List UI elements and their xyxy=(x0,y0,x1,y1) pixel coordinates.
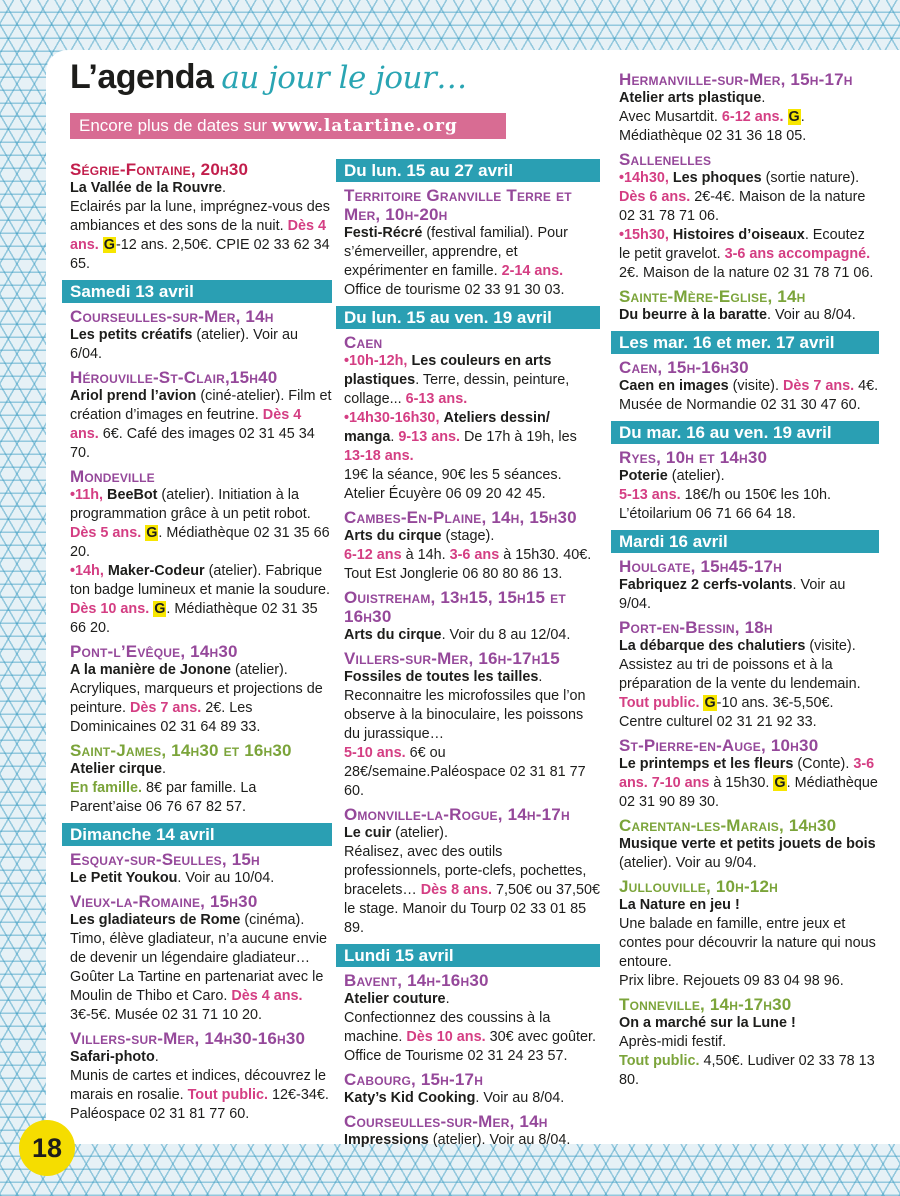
event-location: Ségrie-Fontaine, 20h30 xyxy=(70,160,249,179)
event-description: La débarque des chalutiers (visite). Assistez au tri de poissons et à la préparation de la vente du lendemain. Tout public. G-10 ans. 3€-5,50€. Centre culturel 02 31 21 92 33. xyxy=(619,638,861,730)
event-description: Le Petit Youkou. Voir au 10/04. xyxy=(70,870,275,886)
event-description: Musique verte et petits jouets de bois (atelier). Voir au 9/04. xyxy=(619,836,876,871)
event-description: Safari-photo. xyxy=(70,1049,159,1065)
event-description: Une balade en famille, entre jeux et contes pour découvrir la nature qui nous entoure. xyxy=(619,916,876,970)
event-entry xyxy=(619,150,879,283)
event-entry xyxy=(619,70,879,146)
event-location: Omonville-la-Rogue, 14h-17h xyxy=(344,805,570,824)
column-2 xyxy=(344,153,600,1150)
event-location: Houlgate, 15h45-17h xyxy=(619,557,783,576)
event-location: Caen, 15h-16h30 xyxy=(619,358,749,377)
event-description: La Nature en jeu ! xyxy=(619,897,740,913)
free-badge: G xyxy=(146,525,158,541)
event-description: Atelier arts plastique. xyxy=(619,90,766,106)
event-description: Tout public. 4,50€. Ludiver 02 33 78 13 80. xyxy=(619,1053,875,1088)
event-description: Confectionnez des coussins à la machine. Dès 10 ans. 30€ avec goûter. Office de Tourisme 02 31 24 23 57. xyxy=(344,1010,597,1064)
date-banner: Samedi 13 avril xyxy=(62,280,332,303)
event-location: Cambes-En-Plaine, 14h, 15h30 xyxy=(344,508,577,527)
event-entry xyxy=(70,850,332,888)
event-entry xyxy=(344,971,600,1066)
event-entry xyxy=(70,160,332,274)
event-entry xyxy=(344,333,600,504)
event-location: Bavent, 14h-16h30 xyxy=(344,971,489,990)
event-location: Sallenelles xyxy=(619,150,712,169)
event-entry xyxy=(344,649,600,801)
event-entry xyxy=(344,186,600,300)
event-entry xyxy=(619,448,879,524)
event-entry xyxy=(619,995,879,1090)
event-location: Hermanville-sur-Mer, 15h-17h xyxy=(619,70,853,89)
event-entry xyxy=(344,805,600,938)
event-location: Port-en-Bessin, 18h xyxy=(619,618,773,637)
event-description: •15h30, Histoires d’oiseaux. Ecoutez le petit gravelot. 3-6 ans accompagné. 2€. Maison de la nature 02 31 78 71 06. xyxy=(619,227,874,281)
event-entry xyxy=(619,287,879,325)
event-description: Reconnaitre les microfossiles que l’on observe à la binoculaire, les poissons du jurassique… xyxy=(344,688,586,742)
event-location: Mondeville xyxy=(70,467,155,486)
date-banner: Lundi 15 avril xyxy=(336,944,600,967)
event-description: Poterie (atelier). xyxy=(619,468,725,484)
event-location: Sainte-Mère-Eglise, 14h xyxy=(619,287,806,306)
event-location: Caen xyxy=(344,333,383,352)
event-description: •14h30, Les phoques (sortie nature). Dès 6 ans. 2€-4€. Maison de la nature 02 31 78 71 06. xyxy=(619,170,866,224)
event-description: Arts du cirque (stage). xyxy=(344,528,495,544)
column-1 xyxy=(70,156,332,1124)
event-description: La Vallée de la Rouvre. xyxy=(70,180,226,196)
event-description: A la manière de Jonone (atelier). Acryliques, marqueurs et projections de peinture. Dès 7 ans. 2€. Les Dominicaines 02 31 64 89 33. xyxy=(70,662,323,735)
event-description: Caen en images (visite). Dès 7 ans. 4€. Musée de Normandie 02 31 30 47 60. xyxy=(619,378,879,413)
event-location: Courseulles-sur-Mer, 14h xyxy=(70,307,274,326)
event-description: Les petits créatifs (atelier). Voir au 6/04. xyxy=(70,327,298,362)
event-entry xyxy=(70,892,332,1025)
event-description: 5-10 ans. 6€ ou 28€/semaine.Paléospace 02 31 81 77 60. xyxy=(344,745,586,799)
event-description: Réalisez, avec des outils professionnels, porte-clefs, pochettes, bracelets… Dès 8 ans. 7,50€ ou 37,50€ le stage. Manoir du Tourp 02 33 01 85 89. xyxy=(344,844,601,936)
event-description: Eclairés par la lune, imprégnez-vous des ambiances et des sons de la nuit. Dès 4 ans. G-12 ans. 2,50€. CPIE 02 33 62 34 65. xyxy=(70,199,330,272)
event-entry xyxy=(619,877,879,991)
event-description: 19€ la séance, 90€ les 5 séances. Atelier Écuyère 06 09 20 42 45. xyxy=(344,467,562,502)
event-location: Vieux-la-Romaine, 15h30 xyxy=(70,892,258,911)
event-description: Atelier cirque. xyxy=(70,761,166,777)
page-number: 18 xyxy=(19,1120,75,1176)
event-description: Fossiles de toutes les tailles. xyxy=(344,669,543,685)
event-description: 6-12 ans à 14h. 3-6 ans à 15h30. 40€. Tout Est Jonglerie 06 80 80 86 13. xyxy=(344,547,592,582)
event-entry xyxy=(70,1029,332,1124)
event-description: Katy’s Kid Cooking. Voir au 8/04. xyxy=(344,1090,565,1106)
date-banner: Du mar. 16 au ven. 19 avril xyxy=(611,421,879,444)
event-description: Prix libre. Rejouets 09 83 04 98 96. xyxy=(619,973,844,989)
event-location: Saint-James, 14h30 et 16h30 xyxy=(70,741,292,760)
event-description: Après-midi festif. xyxy=(619,1034,727,1050)
event-description: En famille. 8€ par famille. La Parent’aise 06 76 67 82 57. xyxy=(70,780,257,815)
event-description: •14h30-16h30, Ateliers dessin/ manga. 9-13 ans. De 17h à 19h, les 13-18 ans. xyxy=(344,410,577,464)
promo-banner: Encore plus de dates sur www.latartine.org xyxy=(70,113,506,139)
event-entry xyxy=(619,557,879,614)
website-link[interactable]: www.latartine.org xyxy=(271,116,458,136)
event-location: Ryes, 10h et 14h30 xyxy=(619,448,768,467)
event-description: Ariol prend l’avion (ciné-atelier). Film et création d’images en feutrine. Dès 4 ans. 6€. Café des images 02 31 45 34 70. xyxy=(70,388,332,461)
event-location: Villers-sur-Mer, 14h30-16h30 xyxy=(70,1029,306,1048)
event-description: 5-13 ans. 18€/h ou 150€ les 10h. L’étoilarium 06 71 66 64 18. xyxy=(619,487,832,522)
free-badge: G xyxy=(788,109,800,125)
free-badge: G xyxy=(103,237,115,253)
event-entry xyxy=(619,816,879,873)
event-entry xyxy=(344,508,600,584)
event-location: Ouistreham, 13h15, 15h15 et 16h30 xyxy=(344,588,566,626)
event-description: Munis de cartes et indices, découvrez le marais en rosalie. Tout public. 12€-34€. Paléospace 02 31 81 77 60. xyxy=(70,1068,329,1122)
event-description: On a marché sur la Lune ! xyxy=(619,1015,796,1031)
event-entry xyxy=(70,642,332,737)
event-location: Jullouville, 10h-12h xyxy=(619,877,779,896)
free-badge: G xyxy=(704,695,716,711)
event-entry xyxy=(344,588,600,645)
event-description: Festi-Récré (festival familial). Pour s’émerveiller, apprendre, et expérimenter en famille. 2-14 ans. Office de tourisme 02 33 91 30 03. xyxy=(344,225,568,298)
date-banner: Mardi 16 avril xyxy=(611,530,879,553)
date-banner: Du lun. 15 au ven. 19 avril xyxy=(336,306,600,329)
event-entry xyxy=(619,736,879,812)
event-entry xyxy=(619,358,879,415)
event-entry xyxy=(619,618,879,732)
event-location: Esquay-sur-Seulles, 15h xyxy=(70,850,260,869)
event-location: Carentan-les-Marais, 14h30 xyxy=(619,816,837,835)
event-entry xyxy=(344,1070,600,1108)
event-location: Tonneville, 14h-17h30 xyxy=(619,995,792,1014)
event-entry xyxy=(70,741,332,817)
event-location: Courseulles-sur-Mer, 14h xyxy=(344,1112,548,1131)
date-banner: Dimanche 14 avril xyxy=(62,823,332,846)
event-description: Impressions (atelier). Voir au 8/04. xyxy=(344,1132,571,1148)
event-entry xyxy=(344,1112,600,1150)
event-entry xyxy=(70,307,332,364)
event-description: Arts du cirque. Voir du 8 au 12/04. xyxy=(344,627,571,643)
event-entry xyxy=(70,368,332,463)
free-badge: G xyxy=(774,775,786,791)
event-description: •11h, BeeBot (atelier). Initiation à la programmation grâce à un petit robot. Dès 5 ans. G. Médiathèque 02 31 35 66 20. xyxy=(70,487,330,560)
date-banner: Les mar. 16 et mer. 17 avril xyxy=(611,331,879,354)
event-location: Cabourg, 15h-17h xyxy=(344,1070,484,1089)
event-description: Fabriquez 2 cerfs-volants. Voir au 9/04. xyxy=(619,577,846,612)
event-description: Le cuir (atelier). xyxy=(344,825,448,841)
date-banner: Du lun. 15 au 27 avril xyxy=(336,159,600,182)
event-description: Les gladiateurs de Rome (cinéma). Timo, élève gladiateur, n’a aucune envie de devenir un légendaire gladiateur… Goûter La Tartine en partenariat avec le Moulin de Thibo et Caro. Dès 4 ans. 3€-5€. Musée 02 31 71 10 20. xyxy=(70,912,328,1023)
agenda-title: L’agenda au jour le jour… xyxy=(70,58,467,96)
event-description: Atelier couture. xyxy=(344,991,450,1007)
free-badge: G xyxy=(154,601,166,617)
event-location: Pont-l’Evêque, 14h30 xyxy=(70,642,238,661)
event-description: Le printemps et les fleurs (Conte). 3-6 ans. 7-10 ans à 15h30. G. Médiathèque 02 31 90 89 30. xyxy=(619,756,878,810)
event-description: Du beurre à la baratte. Voir au 8/04. xyxy=(619,307,856,323)
event-location: Territoire Granville Terre et Mer, 10h-20h xyxy=(344,186,572,224)
event-description: •14h, Maker-Codeur (atelier). Fabrique ton badge lumineux et manie la soudure. Dès 10 ans. G. Médiathèque 02 31 35 66 20. xyxy=(70,563,331,636)
agenda-subtitle: au jour le jour… xyxy=(221,60,467,96)
event-description: Avec Musartdit. 6-12 ans. G. Médiathèque 02 31 36 18 05. xyxy=(619,109,807,144)
event-entry xyxy=(70,467,332,638)
event-location: Villers-sur-Mer, 16h-17h15 xyxy=(344,649,560,668)
event-description: •10h-12h, Les couleurs en arts plastiques. Terre, dessin, peinture, collage... 6-13 ans. xyxy=(344,353,570,407)
event-location: Hérouville-St-Clair,15h40 xyxy=(70,368,278,387)
event-location: St-Pierre-en-Auge, 10h30 xyxy=(619,736,819,755)
column-3 xyxy=(619,66,879,1090)
